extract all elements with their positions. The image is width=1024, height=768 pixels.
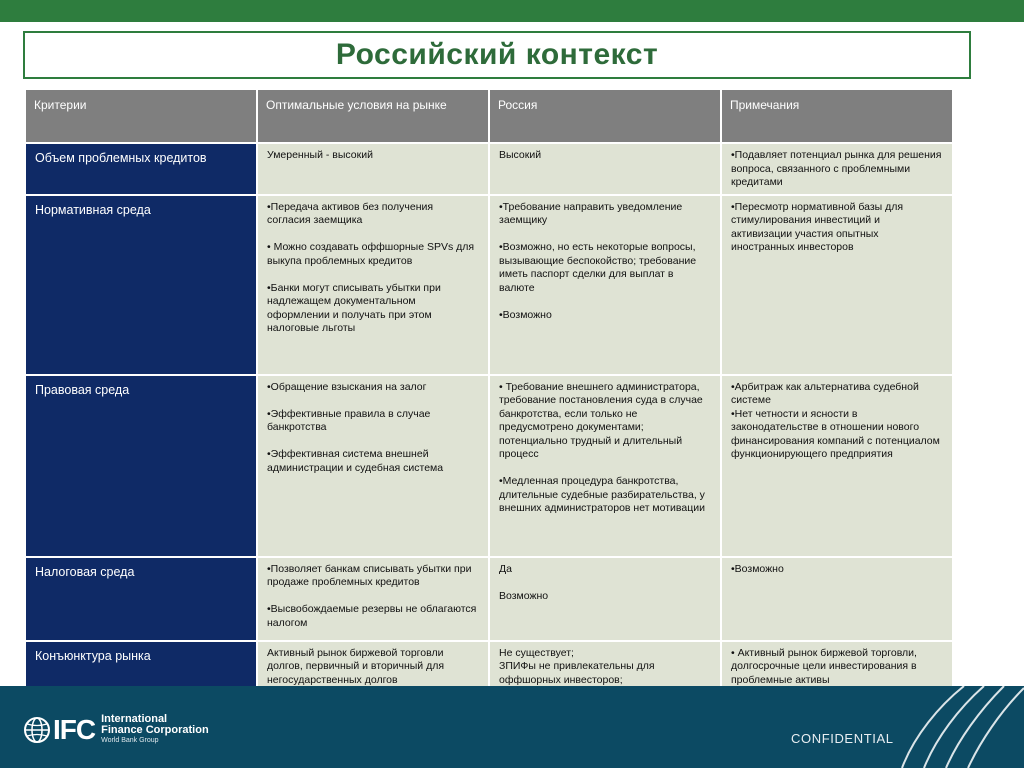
- table-header-row: [26, 90, 952, 142]
- context-table: [24, 88, 954, 708]
- row-optimal: •Позволяет банкам списывать убытки при продаже проблемных кредитов •Высвобождаемые резервы не облагаются налогом: [258, 558, 488, 640]
- page-title: Российский контекст: [335, 38, 659, 71]
- footer-stripes-decoration: [884, 686, 1024, 768]
- table-row: [26, 376, 952, 556]
- table-row: [26, 144, 952, 194]
- row-criterion: Правовая среда: [26, 376, 256, 556]
- header-criteria: Критерии: [26, 90, 256, 142]
- row-optimal: •Обращение взыскания на залог •Эффективные правила в случае банкротства •Эффективная система внешней администрации и судебная система: [258, 376, 488, 556]
- ifc-logo-text: IFC: [53, 713, 96, 745]
- row-notes: •Арбитраж как альтернатива судебной системе •Нет четности и ясности в законодательстве в отношении нового финансирования компаний с потенциалом функционирующего предприятия: [722, 376, 952, 556]
- row-russia: Высокий: [490, 144, 720, 194]
- title-box: [23, 31, 971, 79]
- header-optimal: Оптимальные условия на рынке: [258, 90, 488, 142]
- row-russia: •Требование направить уведомление заемщику •Возможно, но есть некоторые вопросы, вызывающие беспокойство; требование иметь паспорт сделки для выплат в валюте •Возможно: [490, 196, 720, 374]
- row-criterion: Конъюнктура рынка: [26, 642, 256, 706]
- ifc-globe-icon: [24, 717, 50, 743]
- row-notes: •Пересмотр нормативной базы для стимулирования инвестиций и активизации участия опытных иностранных инвесторов: [722, 196, 952, 374]
- top-green-bar: [0, 0, 1024, 22]
- row-optimal: •Передача активов без получения согласия заемщика • Можно создавать оффшорные SPVs для выкупа проблемных кредитов •Банки могут списывать убытки при надлежащем документальном оформлении и получать при этом налоговые льготы: [258, 196, 488, 374]
- org-line2: Finance Corporation: [101, 724, 209, 736]
- org-line3: World Bank Group: [101, 737, 159, 744]
- table-row: [26, 558, 952, 640]
- row-optimal: Активный рынок биржевой торговли долгов, первичный и вторичный для негосударственных долгов: [258, 642, 488, 706]
- row-russia: Не существует; ЗПИФы не привлекательны для оффшорных инвесторов;: [490, 642, 720, 706]
- row-criterion: Налоговая среда: [26, 558, 256, 640]
- row-criterion: Нормативная среда: [26, 196, 256, 374]
- confidential-label: CONFIDENTIAL: [791, 731, 894, 746]
- ifc-org-name: [101, 714, 209, 745]
- row-notes: • Активный рынок биржевой торговли, долгосрочные цели инвестирования в проблемные активы: [722, 642, 952, 706]
- row-russia: • Требование внешнего администратора, требование постановления суда в случае банкротства, если только не предусмотрено документами; потенциально трудный и длительный процесс •Медленная процедура банкротства, длительные судебные разбирательства, у внешних администраторов нет мотивации: [490, 376, 720, 556]
- row-optimal: Умеренный - высокий: [258, 144, 488, 194]
- ifc-logo: [24, 714, 209, 745]
- org-line1: International: [101, 713, 168, 725]
- table-row: [26, 196, 952, 374]
- header-russia: Россия: [490, 90, 720, 142]
- row-criterion: Объем проблемных кредитов: [26, 144, 256, 194]
- row-notes: •Подавляет потенциал рынка для решения вопроса, связанного с проблемными кредитами: [722, 144, 952, 194]
- header-notes: Примечания: [722, 90, 952, 142]
- row-notes: •Возможно: [722, 558, 952, 640]
- row-russia: Да Возможно: [490, 558, 720, 640]
